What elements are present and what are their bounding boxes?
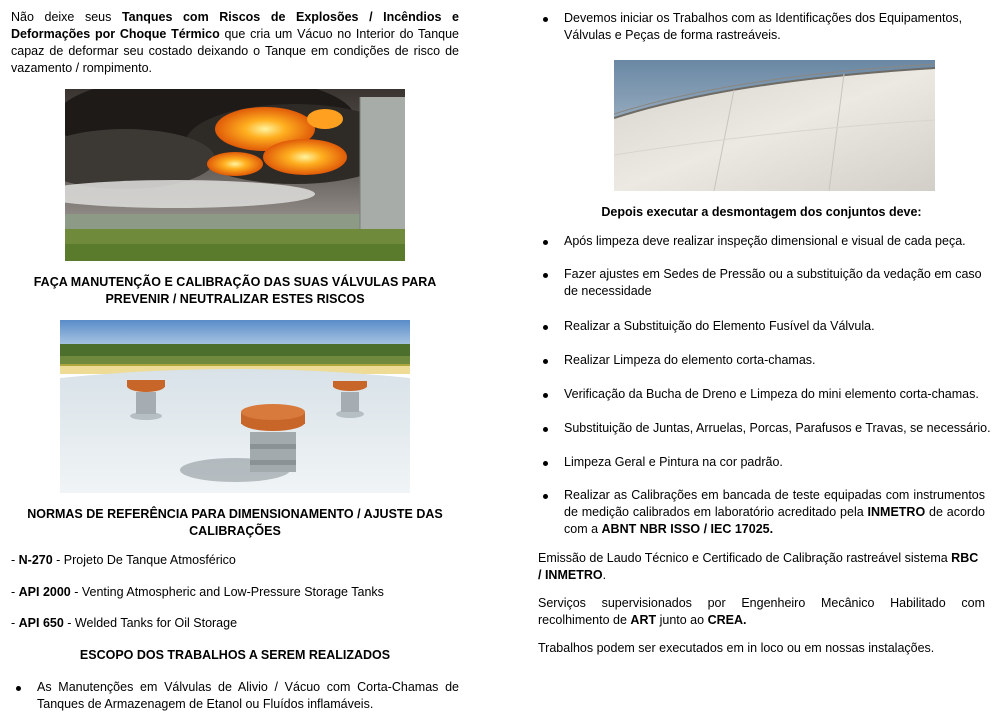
- calib-text-1: Realizar as Calibrações em bancada de teste equipadas com instrumentos de medição calibrados em laboratório acreditado pela: [564, 488, 985, 519]
- servicos-text-1: Serviços supervisionados por Engenheiro Mecânico Habilitado com recolhimento de: [538, 596, 985, 627]
- norma-desc: - Projeto De Tanque Atmosférico: [52, 553, 236, 567]
- intro-paragraph: [11, 9, 459, 77]
- heading-escopo: ESCOPO DOS TRABALHOS A SEREM REALIZADOS: [79, 648, 391, 662]
- bullet-dot: [543, 359, 548, 364]
- servicos-paragraph: [538, 595, 985, 629]
- norma-prefix: -: [11, 585, 19, 599]
- bullet-dot: [543, 494, 548, 499]
- first-bullet-text: Devemos iniciar os Trabalhos com as Identificações dos Equipamentos, Válvulas e Peças de forma rastreáveis.: [564, 11, 963, 42]
- calib-text-2: de acordo com a: [564, 505, 985, 536]
- right-first-bullet: [538, 10, 985, 44]
- norma-code: N-270: [18, 553, 53, 567]
- bullet-text: Verificação da Bucha de Dreno e Limpeza do mini elemento corta-chamas.: [564, 387, 979, 401]
- bullet-dot: [16, 686, 21, 691]
- intro-bold-risks: Tanques com Riscos de Explosões / Incêndios e Deformações por Choque Térmico: [11, 10, 459, 41]
- list-item: [538, 386, 985, 403]
- norma-item: [11, 552, 236, 569]
- list-item: [538, 318, 985, 335]
- norma-code: API 2000: [18, 585, 71, 599]
- bullet-dot: [543, 325, 548, 330]
- bullet-text: Realizar a Substituição do Elemento Fusível da Válvula.: [564, 319, 875, 333]
- calib-bold-standard: ABNT NBR ISSO / IEC 17025.: [601, 522, 774, 536]
- list-item: [538, 454, 985, 471]
- bullet-text: Fazer ajustes em Sedes de Pressão ou a substituição da vedação em caso de necessidade: [564, 267, 982, 298]
- list-item: [538, 266, 985, 300]
- servicos-bold-crea: CREA.: [707, 613, 747, 627]
- bullet-text: Após limpeza deve realizar inspeção dimensional e visual de cada peça.: [564, 234, 966, 248]
- heading-normas: NORMAS DE REFERÊNCIA PARA DIMENSIONAMENTO / AJUSTE DAS CALIBRAÇÕES: [27, 507, 443, 538]
- bullet-text: Substituição de Juntas, Arruelas, Porcas, Parafusos e Travas, se necessário.: [564, 421, 991, 435]
- list-item: [538, 352, 985, 369]
- list-item: [538, 420, 991, 437]
- bullet-dot: [543, 427, 548, 432]
- bullet-dot: [543, 240, 548, 245]
- heading-manutencao: FAÇA MANUTENÇÃO E CALIBRAÇÃO DAS SUAS VÁLVULAS PARA PREVENIR / NEUTRALIZAR ESTES RISCOS: [33, 275, 437, 306]
- servicos-bold-art: ART: [630, 613, 657, 627]
- escopo-bullet-text: As Manutenções em Válvulas de Alivio / Vácuo com Corta-Chamas de Tanques de Armazenagem de Etanol ou Fluídos inflamáveis.: [37, 680, 459, 711]
- bullet-dot: [543, 461, 548, 466]
- laudo-bold: RBC / INMETRO: [538, 551, 979, 582]
- bullet-dot: [543, 273, 548, 278]
- bullet-text: Realizar Limpeza do elemento corta-chamas.: [564, 353, 816, 367]
- norma-desc: - Venting Atmospheric and Low-Pressure Storage Tanks: [70, 585, 384, 599]
- heading-desmontagem: Depois executar a desmontagem dos conjuntos deve:: [601, 205, 922, 219]
- intro-text-1: Não deixe seus: [11, 10, 122, 24]
- trabalhos-paragraph: Trabalhos podem ser executados em in loco ou em nossas instalações.: [538, 641, 935, 655]
- norma-code: API 650: [18, 616, 64, 630]
- norma-desc: - Welded Tanks for Oil Storage: [63, 616, 238, 630]
- bullet-dot: [543, 393, 548, 398]
- laudo-paragraph: [538, 550, 985, 584]
- laudo-text-2: .: [602, 568, 607, 582]
- norma-item: [11, 584, 384, 601]
- intro-text-2: que cria um Vácuo no Interior do Tanque capaz de deformar seu costado deixando o Tanque em condições de risco de vazamento / rompimento.: [11, 27, 459, 75]
- calibration-bullet: [538, 487, 985, 538]
- norma-prefix: -: [11, 616, 19, 630]
- tank-fire-image: [65, 89, 405, 261]
- calib-bold-inmetro: INMETRO: [867, 505, 926, 519]
- servicos-text-2: junto ao: [656, 613, 708, 627]
- tank-roof-vents-image: [60, 320, 410, 493]
- bullet-dot: [543, 17, 548, 22]
- norma-item: [11, 615, 237, 632]
- list-item: [538, 233, 985, 250]
- bullet-text: Limpeza Geral e Pintura na cor padrão.: [564, 455, 783, 469]
- escopo-bullet: [11, 679, 459, 713]
- tank-wall-image: [614, 60, 935, 191]
- laudo-text-1: Emissão de Laudo Técnico e Certificado de Calibração rastreável sistema: [538, 551, 952, 565]
- norma-prefix: -: [11, 553, 19, 567]
